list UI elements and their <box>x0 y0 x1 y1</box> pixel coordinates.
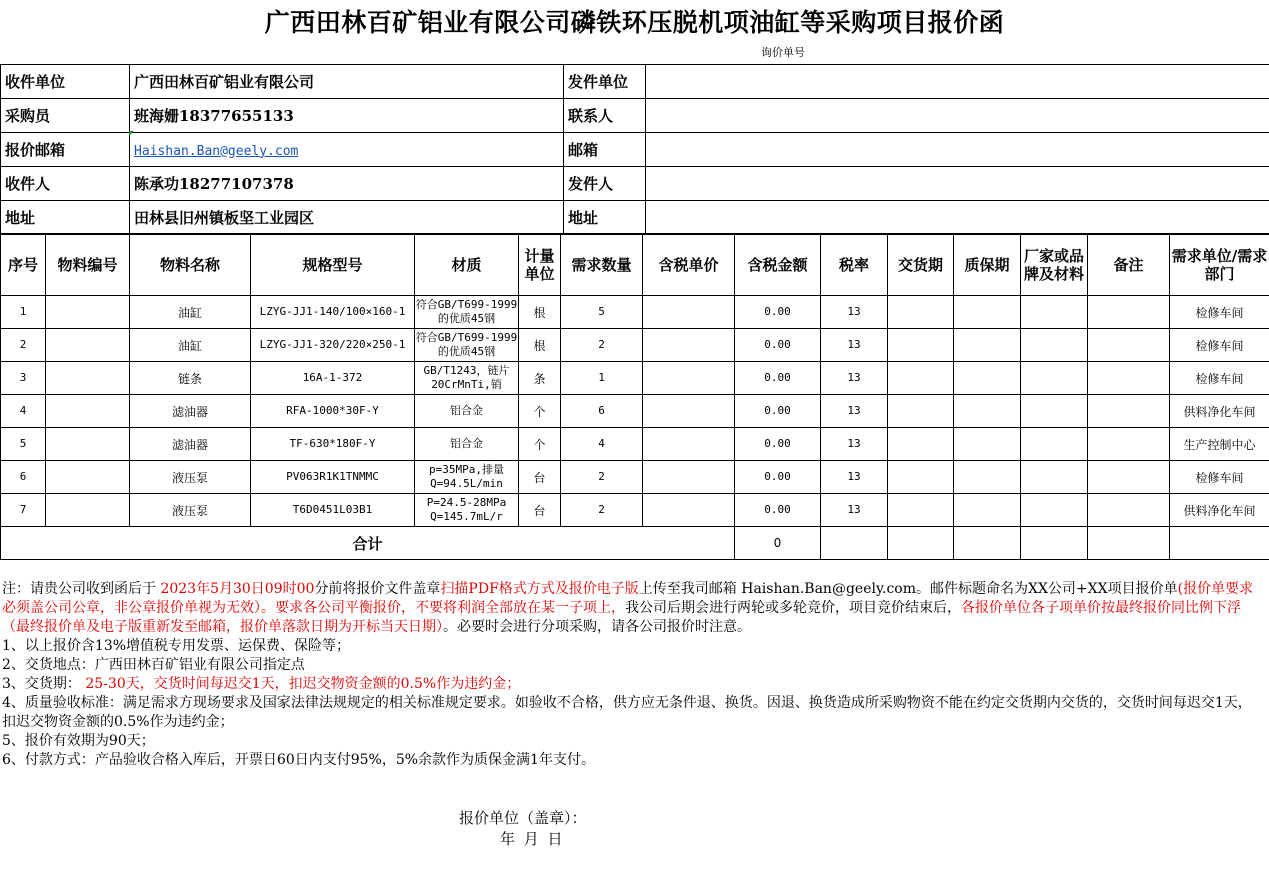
cell-delivery[interactable] <box>888 329 954 362</box>
cell-code[interactable] <box>46 296 130 329</box>
column-header: 需求数量 <box>561 234 643 296</box>
table-row <box>1 395 1269 428</box>
sender-value[interactable] <box>646 167 1269 201</box>
note-5: 5、报价有效期为90天； <box>2 733 155 749</box>
cell-dept[interactable]: 检修车间 <box>1170 296 1269 329</box>
column-header: 序号 <box>1 234 46 296</box>
cell-dept[interactable]: 检修车间 <box>1170 329 1269 362</box>
cell-delivery[interactable] <box>888 428 954 461</box>
column-header: 交货期 <box>888 234 954 296</box>
cell-brand[interactable] <box>1021 428 1088 461</box>
total-empty-cell[interactable] <box>1170 527 1269 560</box>
cell-unit[interactable]: 根 <box>519 329 561 362</box>
cell-unit[interactable]: 台 <box>519 461 561 494</box>
column-header: 备注 <box>1088 234 1170 296</box>
column-header: 质保期 <box>954 234 1021 296</box>
cell-amount[interactable]: 0.00 <box>735 362 821 395</box>
note-2: 2、交货地点：广西田林百矿铝业有限公司指定点 <box>2 657 305 673</box>
sender-unit-label: 发件单位 <box>564 65 646 99</box>
total-label: 合计 <box>1 527 735 560</box>
column-header: 含税金额 <box>735 234 821 296</box>
cell-material[interactable]: 铝合金 <box>415 395 519 428</box>
total-row <box>1 527 1269 560</box>
cell-spec[interactable]: LZYG-JJ1-140/100×160-1 <box>251 296 415 329</box>
cell-material[interactable]: p=35MPa,排量Q=94.5L/min <box>415 461 519 494</box>
note-3: 3、交货期： 25-30天，交货时间每迟交1天，扣迟交物资金额的0.5%作为违约金； <box>2 676 521 692</box>
cell-brand[interactable] <box>1021 329 1088 362</box>
cell-brand[interactable] <box>1021 296 1088 329</box>
column-header: 材质 <box>415 234 519 296</box>
mail-label: 邮箱 <box>564 133 646 167</box>
cell-unit[interactable]: 个 <box>519 428 561 461</box>
total-empty-cell[interactable] <box>1088 527 1170 560</box>
cell-qty[interactable]: 2 <box>561 329 643 362</box>
cell-tax[interactable]: 13 <box>821 428 888 461</box>
cell-material[interactable]: P=24.5-28MPa Q=145.7mL/r <box>415 494 519 527</box>
inquiry-number-label: 询价单号 <box>761 46 805 59</box>
cell-spec[interactable]: TF-630*180F-Y <box>251 428 415 461</box>
total-empty-cell[interactable] <box>821 527 888 560</box>
cell-remark[interactable] <box>1088 461 1170 494</box>
cell-qty[interactable]: 2 <box>561 461 643 494</box>
cell-dept[interactable]: 供料净化车间 <box>1170 494 1269 527</box>
cell-brand[interactable] <box>1021 362 1088 395</box>
cell-tax[interactable]: 13 <box>821 329 888 362</box>
cell-name[interactable]: 油缸 <box>130 296 251 329</box>
items-table <box>0 233 1269 560</box>
cell-delivery[interactable] <box>888 296 954 329</box>
note-4: 4、质量验收标准：满足需求方现场要求及国家法律法规规定的相关标准规定要求。如验收不合格，供方应无条件退、换货。因退、换货造成所采购物资不能在约定交货期内交货的，交货时间每迟交1天，扣迟交物资金额的0.5%作为违约金； <box>2 695 1252 730</box>
cell-unit[interactable]: 个 <box>519 395 561 428</box>
cell-price[interactable] <box>643 428 735 461</box>
email-value[interactable] <box>130 133 564 167</box>
cell-code[interactable] <box>46 494 130 527</box>
info-table <box>0 64 1269 235</box>
cell-price[interactable] <box>643 461 735 494</box>
cell-name[interactable]: 滤油器 <box>130 428 251 461</box>
signature-date: 年 月 日 <box>500 830 563 848</box>
cell-dept[interactable]: 生产控制中心 <box>1170 428 1269 461</box>
info-row <box>1 167 1269 201</box>
cell-material[interactable]: 铝合金 <box>415 428 519 461</box>
cell-qty[interactable]: 1 <box>561 362 643 395</box>
table-row <box>1 428 1269 461</box>
column-header: 物料编号 <box>46 234 130 296</box>
page-title: 广西田林百矿铝业有限公司磷铁环压脱机项油缸等采购项目报价函 <box>264 8 1005 37</box>
column-header: 含税单价 <box>643 234 735 296</box>
recipient-label: 收件人 <box>1 167 130 201</box>
cell-spec[interactable]: 16A-1-372 <box>251 362 415 395</box>
cell-amount[interactable]: 0.00 <box>735 428 821 461</box>
table-header <box>1 234 1269 296</box>
cell-no[interactable]: 4 <box>1 395 46 428</box>
cell-price[interactable] <box>643 395 735 428</box>
total-empty-cell[interactable] <box>954 527 1021 560</box>
cell-code[interactable] <box>46 329 130 362</box>
info-row <box>1 201 1269 235</box>
column-header: 规格型号 <box>251 234 415 296</box>
cell-price[interactable] <box>643 362 735 395</box>
total-empty-cell[interactable] <box>1021 527 1088 560</box>
cell-brand[interactable] <box>1021 461 1088 494</box>
receiver-unit-value[interactable]: 广西田林百矿铝业有限公司 <box>130 65 564 99</box>
cell-no[interactable]: 5 <box>1 428 46 461</box>
cell-delivery[interactable] <box>888 362 954 395</box>
note-6: 6、付款方式：产品验收合格入库后，开票日60日内支付95%，5%余款作为质保金满1年支付。 <box>2 752 595 768</box>
cell-unit[interactable]: 条 <box>519 362 561 395</box>
cell-dept[interactable]: 供料净化车间 <box>1170 395 1269 428</box>
cell-amount[interactable]: 0.00 <box>735 395 821 428</box>
cell-brand[interactable] <box>1021 494 1088 527</box>
cell-warranty[interactable] <box>954 494 1021 527</box>
cell-no[interactable]: 3 <box>1 362 46 395</box>
cell-name[interactable]: 油缸 <box>130 329 251 362</box>
table-row <box>1 362 1269 395</box>
cell-price[interactable] <box>643 296 735 329</box>
cell-warranty[interactable] <box>954 428 1021 461</box>
cell-dept[interactable]: 检修车间 <box>1170 461 1269 494</box>
cell-amount[interactable]: 0.00 <box>735 461 821 494</box>
cell-name[interactable]: 液压泵 <box>130 494 251 527</box>
buyer-label: 采购员 <box>1 99 130 133</box>
cell-tax[interactable]: 13 <box>821 461 888 494</box>
cell-delivery[interactable] <box>888 461 954 494</box>
cell-warranty[interactable] <box>954 461 1021 494</box>
cell-warranty[interactable] <box>954 362 1021 395</box>
cell-warranty[interactable] <box>954 329 1021 362</box>
cell-remark[interactable] <box>1088 428 1170 461</box>
total-amount[interactable]: 0 <box>735 527 821 560</box>
contact-label: 联系人 <box>564 99 646 133</box>
cell-spec[interactable]: RFA-1000*30F-Y <box>251 395 415 428</box>
cell-no[interactable]: 7 <box>1 494 46 527</box>
info-row <box>1 99 1269 133</box>
cell-amount[interactable]: 0.00 <box>735 296 821 329</box>
recipient-value[interactable]: 陈承功18277107378 <box>130 167 564 201</box>
cell-delivery[interactable] <box>888 395 954 428</box>
cell-spec[interactable]: LZYG-JJ1-320/220×250-1 <box>251 329 415 362</box>
cell-tax[interactable]: 13 <box>821 395 888 428</box>
cell-material[interactable]: GB/T1243，链片20CrMnTi,销 <box>415 362 519 395</box>
contact-value[interactable] <box>646 99 1269 133</box>
column-header: 厂家或品牌及材料 <box>1021 234 1088 296</box>
cell-no[interactable]: 1 <box>1 296 46 329</box>
address2-value[interactable] <box>646 201 1269 235</box>
address-label: 地址 <box>1 201 130 235</box>
cell-no[interactable]: 2 <box>1 329 46 362</box>
cell-tax[interactable]: 13 <box>821 296 888 329</box>
column-header: 计量单位 <box>519 234 561 296</box>
cell-brand[interactable] <box>1021 395 1088 428</box>
sender-unit-value[interactable] <box>646 65 1269 99</box>
address-value[interactable]: 田林县旧州镇板坚工业园区 <box>130 201 564 235</box>
cell-code[interactable] <box>46 428 130 461</box>
cell-amount[interactable]: 0.00 <box>735 494 821 527</box>
cell-remark[interactable] <box>1088 494 1170 527</box>
cell-qty[interactable]: 5 <box>561 296 643 329</box>
total-empty-cell[interactable] <box>888 527 954 560</box>
column-header: 税率 <box>821 234 888 296</box>
info-row <box>1 65 1269 99</box>
cell-price[interactable] <box>643 494 735 527</box>
cell-spec[interactable]: PV063R1K1TNMMC <box>251 461 415 494</box>
cell-no[interactable]: 6 <box>1 461 46 494</box>
cell-name[interactable]: 链条 <box>130 362 251 395</box>
table-row <box>1 296 1269 329</box>
info-row <box>1 133 1269 167</box>
cell-code[interactable] <box>46 461 130 494</box>
column-header: 需求单位/需求部门 <box>1170 234 1269 296</box>
cell-price[interactable] <box>643 329 735 362</box>
cell-dept[interactable]: 检修车间 <box>1170 362 1269 395</box>
table-row <box>1 461 1269 494</box>
cell-remark[interactable] <box>1088 296 1170 329</box>
buyer-value[interactable]: 班海姗18377655133 <box>130 99 564 133</box>
cell-code[interactable] <box>46 362 130 395</box>
cell-code[interactable] <box>46 395 130 428</box>
cell-remark[interactable] <box>1088 329 1170 362</box>
cell-material[interactable]: 符合GB/T699-1999的优质45钢 <box>415 329 519 362</box>
column-header: 物料名称 <box>130 234 251 296</box>
notes-section <box>2 580 1264 770</box>
note-1: 1、以上报价含13%增值税专用发票、运保费、保险等； <box>2 638 351 654</box>
note-main: 注：请贵公司收到函后于 2023年5月30日09时00分前将报价文件盖章扫描PDF格式方式及报价电子版上传至我司邮箱 Haishan.Ban@geely.com。邮件标题命名为XX公司+XX项目报价单(报价单要求必须盖公司公章，非公章报价单视为无效）。要求各公司平衡报价，不要将利润全部放在某一子项上，我公司后期会进行两轮或多轮竞价，项目竞价结束后，各报价单位各子项单价按最终报价同比例下浮（最终报价单及电子版重新发至邮箱，报价单落款日期为开标当天日期）。必要时会进行分项采购，请各公司报价时注意。 <box>2 581 1254 635</box>
cell-delivery[interactable] <box>888 494 954 527</box>
address2-label: 地址 <box>564 201 646 235</box>
cell-unit[interactable]: 根 <box>519 296 561 329</box>
cell-material[interactable]: 符合GB/T699-1999的优质45钢 <box>415 296 519 329</box>
cell-unit[interactable]: 台 <box>519 494 561 527</box>
cell-qty[interactable]: 4 <box>561 428 643 461</box>
comment-marker-icon <box>129 131 134 136</box>
mail-value[interactable] <box>646 133 1269 167</box>
cell-name[interactable]: 液压泵 <box>130 461 251 494</box>
cell-remark[interactable] <box>1088 362 1170 395</box>
email-link[interactable]: Haishan.Ban@geely.com <box>134 143 299 159</box>
cell-name[interactable]: 滤油器 <box>130 395 251 428</box>
cell-warranty[interactable] <box>954 296 1021 329</box>
cell-qty[interactable]: 2 <box>561 494 643 527</box>
cell-spec[interactable]: T6D0451L03B1 <box>251 494 415 527</box>
cell-tax[interactable]: 13 <box>821 362 888 395</box>
receiver-unit-label: 收件单位 <box>1 65 130 99</box>
cell-remark[interactable] <box>1088 395 1170 428</box>
sender-label: 发件人 <box>564 167 646 201</box>
signature-label: 报价单位（盖章）： <box>459 809 587 827</box>
cell-tax[interactable]: 13 <box>821 494 888 527</box>
table-row <box>1 329 1269 362</box>
table-row <box>1 494 1269 527</box>
email-label: 报价邮箱 <box>1 133 130 167</box>
cell-amount[interactable]: 0.00 <box>735 329 821 362</box>
cell-warranty[interactable] <box>954 395 1021 428</box>
cell-qty[interactable]: 6 <box>561 395 643 428</box>
